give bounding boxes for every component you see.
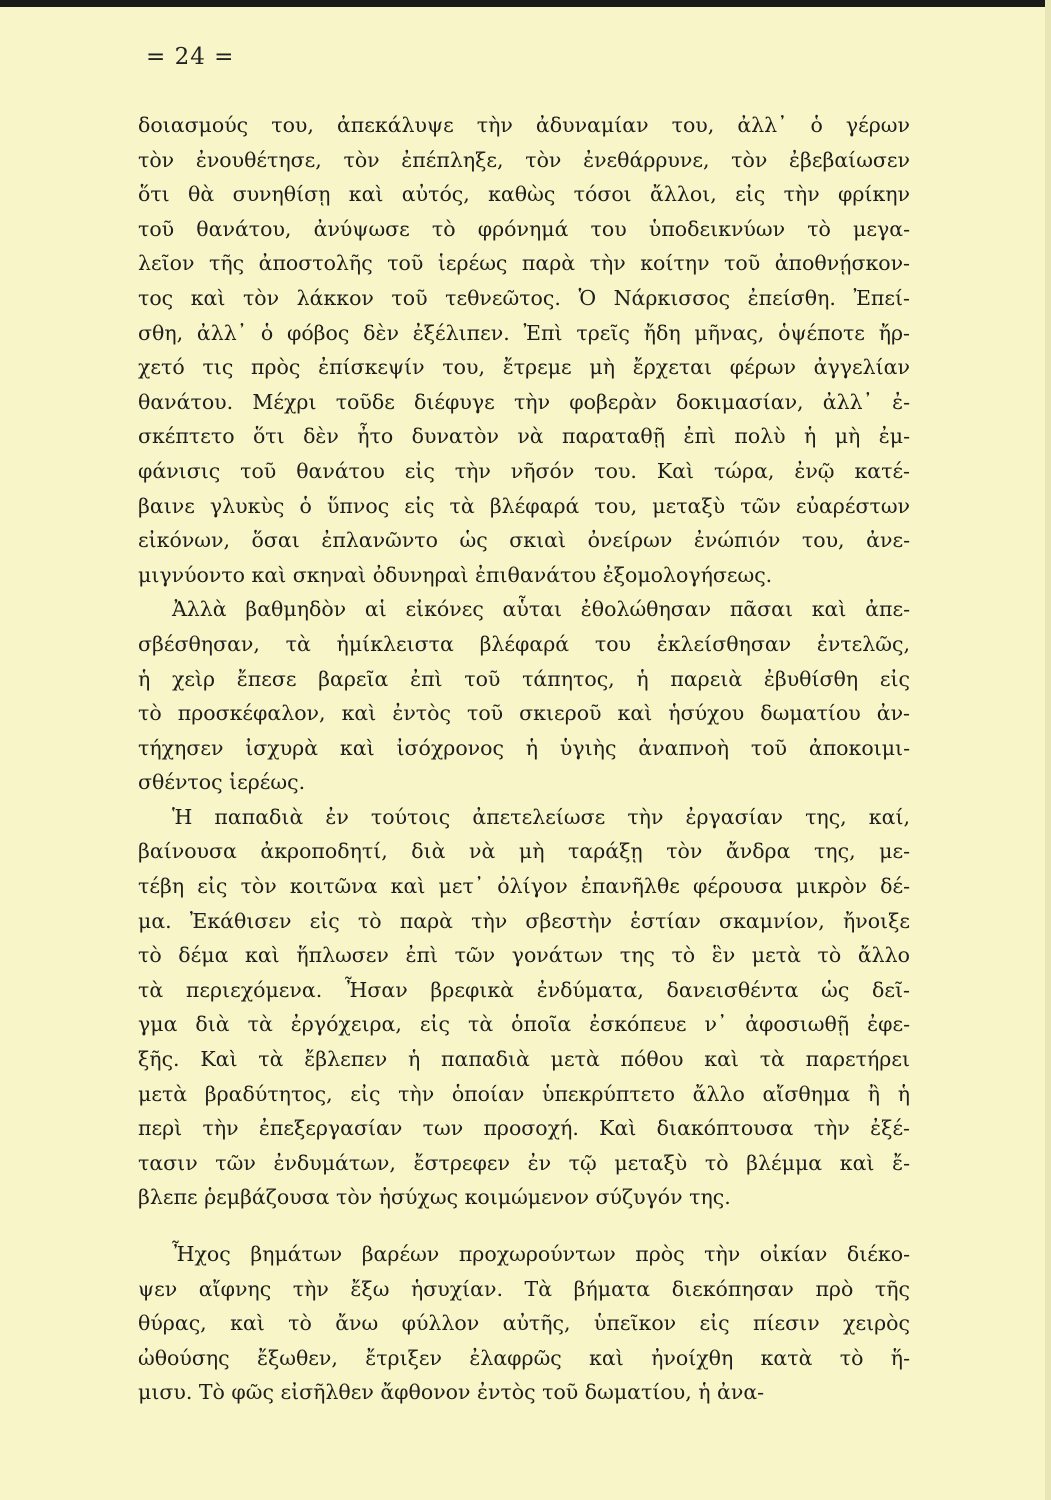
text-line: βλεπε ῥεμβάζουσα τὸν ἡσύχως κοιμώμενον σύζυγόν της. xyxy=(138,1185,731,1210)
text-line: ξῆς. Καὶ τὰ ἔβλεπεν ἡ παπαδιὰ μετὰ πόθου καὶ τὰ παρετήρει xyxy=(138,1047,910,1072)
paragraph xyxy=(138,592,910,800)
text-line: τὸν ἐνουθέτησε, τὸν ἐπέπληξε, τὸν ἐνεθάρρυνε, τὸν ἐβεβαίωσεν xyxy=(138,147,910,172)
text-line: βαινε γλυκὺς ὁ ὕπνος εἰς τὰ βλέφαρά του, μεταξὺ τῶν εὐαρέστων xyxy=(138,493,910,518)
text-line: θανάτου. Μέχρι τοῦδε διέφυγε τὴν φοβερὰν δοκιμασίαν, ἀλλ᾽ ἐ- xyxy=(138,389,910,414)
text-line: γμα διὰ τὰ ἐργόχειρα, εἰς τὰ ὁποῖα ἐσκόπευε ν᾽ ἀφοσιωθῇ ἐφε- xyxy=(138,1012,910,1037)
text-line: σκέπτετο ὅτι δὲν ἦτο δυνατὸν νὰ παραταθῇ ἐπὶ πολὺ ἡ μὴ ἐμ- xyxy=(138,424,910,449)
paragraph xyxy=(138,800,910,1215)
text-line: περὶ τὴν ἐπεξεργασίαν των προσοχή. Καὶ διακόπτουσα τὴν ἐξέ- xyxy=(138,1116,910,1141)
text-line: Ἦχος βημάτων βαρέων προχωρούντων πρὸς τὴν οἰκίαν διέκο- xyxy=(172,1242,910,1266)
text-line: ψεν αἴφνης τὴν ἔξω ἡσυχίαν. Τὰ βήματα διεκόπησαν πρὸ τῆς xyxy=(138,1276,910,1301)
text-line: μιγνύοντο καὶ σκηναὶ ὀδυνηραὶ ἐπιθανάτου ἐξομολογήσεως. xyxy=(138,562,773,587)
text-line: χετό τις πρὸς ἐπίσκεψίν του, ἔτρεμε μὴ ἔρχεται φέρων ἀγγελίαν xyxy=(138,355,910,380)
text-line: ἡ χεὶρ ἔπεσε βαρεῖα ἐπὶ τοῦ τάπητος, ἡ παρειὰ ἐβυθίσθη εἰς xyxy=(138,666,910,691)
text-line: ὅτι θὰ συνηθίσῃ καὶ αὐτός, καθὼς τόσοι ἄλλοι, εἰς τὴν φρίκην xyxy=(138,182,910,207)
text-line: τοῦ θανάτου, ἀνύψωσε τὸ φρόνημά του ὑποδεικνύων τὸ μεγα- xyxy=(138,216,910,241)
text-line: εἰκόνων, ὅσαι ἐπλανῶντο ὡς σκιαὶ ὀνείρων ἐνώπιόν του, ἀνε- xyxy=(138,528,910,553)
text-line: ὠθούσης ἔξωθεν, ἔτριξεν ἐλαφρῶς καὶ ἠνοίχθη κατὰ τὸ ἥ- xyxy=(138,1345,910,1370)
text-line: μα. Ἐκάθισεν εἰς τὸ παρὰ τὴν σβεστὴν ἑστίαν σκαμνίον, ἤνοιξε xyxy=(138,908,910,933)
text-line: δοιασμούς του, ἀπεκάλυψε τὴν ἀδυναμίαν του, ἀλλ᾽ ὁ γέρων xyxy=(138,113,910,137)
text-line: λεῖον τῆς ἀποστολῆς τοῦ ἱερέως παρὰ τὴν κοίτην τοῦ ἀποθνῄσκον- xyxy=(138,251,910,276)
text-line: τήχησεν ἰσχυρὰ καὶ ἰσόχρονος ἡ ὑγιὴς ἀναπνοὴ τοῦ ἀποκοιμι- xyxy=(138,735,910,760)
text-line: βαίνουσα ἀκροποδητί, διὰ νὰ μὴ ταράξῃ τὸν ἄνδρα της, με- xyxy=(138,839,910,864)
text-line: σθη, ἀλλ᾽ ὁ φόβος δὲν ἐξέλιπεν. Ἐπὶ τρεῖς ἤδη μῆνας, ὁψέποτε ἤρ- xyxy=(138,320,910,345)
text-line: τέβη εἰς τὸν κοιτῶνα καὶ μετ᾽ ὀλίγον ἐπανῆλθε φέρουσα μικρὸν δέ- xyxy=(138,874,910,899)
text-line: μισυ. Τὸ φῶς εἰσῆλθεν ἄφθονον ἐντὸς τοῦ δωματίου, ἡ ἀνα- xyxy=(138,1380,765,1405)
scan-top-border xyxy=(0,0,1051,7)
scan-right-edge xyxy=(1045,0,1051,1500)
body-text xyxy=(138,108,910,1410)
paragraph-gap xyxy=(138,1215,910,1237)
text-line: τὰ περιεχόμενα. Ἦσαν βρεφικὰ ἐνδύματα, δανεισθέντα ὡς δεῖ- xyxy=(138,977,910,1002)
page-number: = 24 = xyxy=(146,44,235,70)
text-line: Ἀλλὰ βαθμηδὸν αἱ εἰκόνες αὗται ἐθολώθησαν πᾶσαι καὶ ἀπε- xyxy=(172,597,910,622)
text-line: Ἡ παπαδιὰ ἐν τούτοις ἀπετελείωσε τὴν ἐργασίαν της, καί, xyxy=(172,804,910,829)
paragraph xyxy=(138,1237,910,1410)
text-line: μετὰ βραδύτητος, εἰς τὴν ὁποίαν ὑπεκρύπτετο ἄλλο αἴσθημα ἢ ἡ xyxy=(138,1081,910,1106)
text-line: σθέντος ἱερέως. xyxy=(138,770,306,795)
text-line: τασιν τῶν ἐνδυμάτων, ἔστρεφεν ἐν τῷ μεταξὺ τὸ βλέμμα καὶ ἔ- xyxy=(138,1150,910,1175)
text-line: θύρας, καὶ τὸ ἄνω φύλλον αὐτῆς, ὑπεῖκον εἰς πίεσιν χειρὸς xyxy=(138,1311,910,1336)
text-line: σβέσθησαν, τὰ ἡμίκλειστα βλέφαρά του ἐκλείσθησαν ἐντελῶς, xyxy=(138,631,910,656)
text-line: τος καὶ τὸν λάκκον τοῦ τεθνεῶτος. Ὁ Νάρκισσος ἐπείσθη. Ἐπεί- xyxy=(138,285,910,310)
text-line: φάνισις τοῦ θανάτου εἰς τὴν νῆσόν του. Καὶ τώρα, ἐνῷ κατέ- xyxy=(138,458,910,483)
text-line: τὸ δέμα καὶ ἥπλωσεν ἐπὶ τῶν γονάτων της τὸ ἓν μετὰ τὸ ἄλλο xyxy=(138,943,910,968)
paragraph xyxy=(138,108,910,592)
text-line: τὸ προσκέφαλον, καὶ ἐντὸς τοῦ σκιεροῦ καὶ ἡσύχου δωματίου ἀν- xyxy=(138,701,910,726)
